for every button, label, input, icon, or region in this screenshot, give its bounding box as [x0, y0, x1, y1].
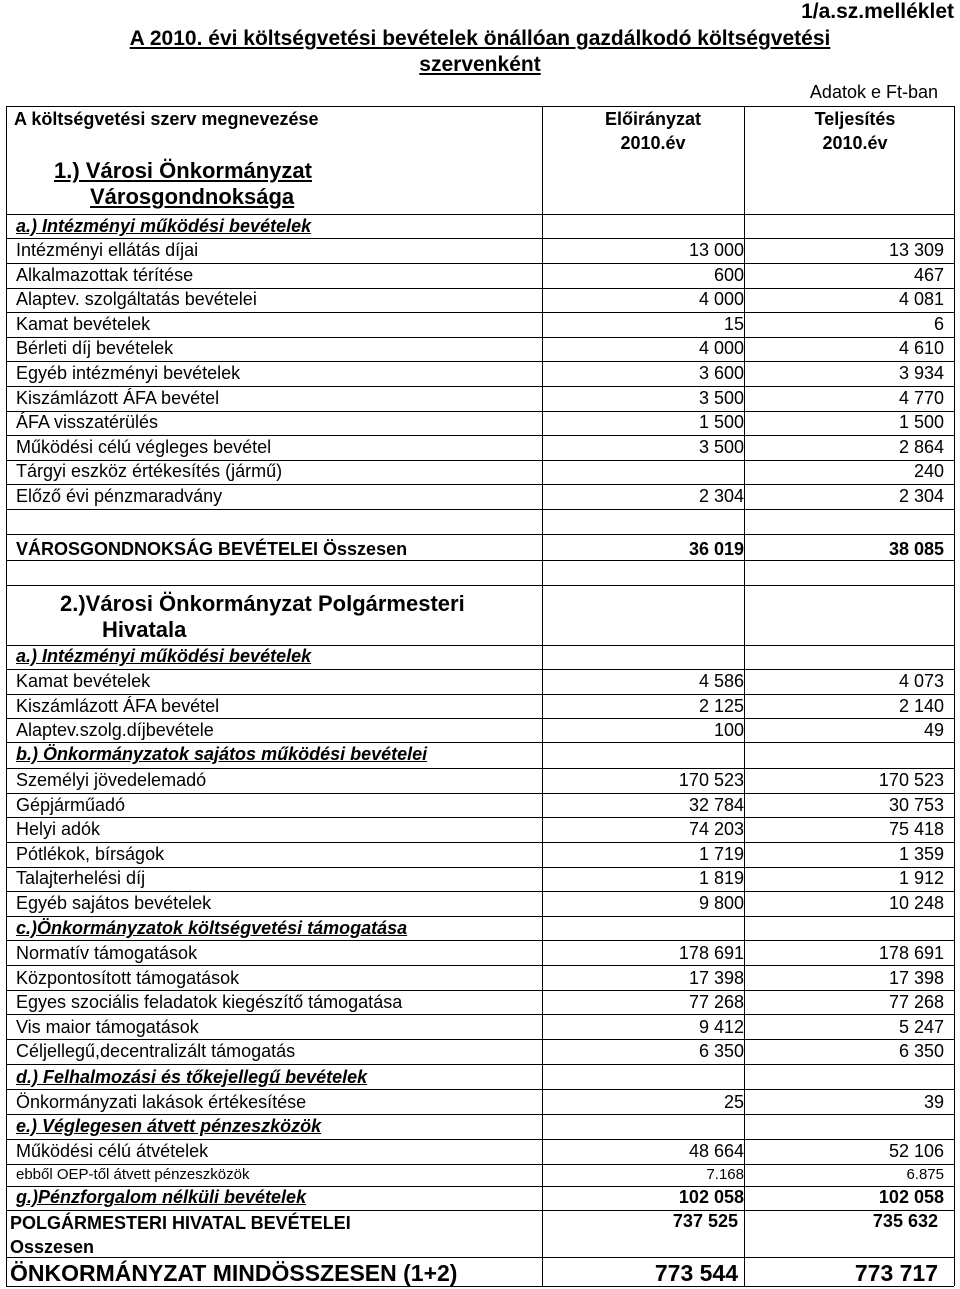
row-actual-value: 178 691: [878, 943, 944, 963]
grid-line: [6, 742, 954, 743]
row-actual-value: 3 934: [898, 363, 944, 383]
grid-line: [6, 1114, 954, 1115]
row-plan-value: 3 500: [698, 436, 744, 457]
row-plan-value: 15: [723, 313, 744, 334]
row-actual-value: 1 359: [898, 843, 944, 864]
row-label: c.)Önkormányzatok költségvetési támogatása: [16, 918, 408, 938]
grid-line: [6, 585, 954, 586]
grid-line: [6, 534, 954, 535]
row-label: VÁROSGONDNOKSÁG BEVÉTELEI Összesen: [16, 539, 408, 559]
row-label: Alkalmazottak térítése: [16, 264, 194, 285]
row-plan-value: 2 125: [698, 695, 744, 716]
grid-line: [6, 669, 954, 670]
row-actual-value: 4 770: [898, 387, 944, 408]
row-actual-value: 240: [913, 461, 944, 482]
grid-line: [744, 106, 745, 1286]
row-actual-value: 1 912: [898, 868, 944, 889]
row-plan-value: 36 019: [688, 539, 744, 559]
row-plan-value: 1 719: [698, 843, 744, 864]
row-label: Működési célú végleges bevétel: [16, 436, 272, 457]
row-label: Talajterhelési díj: [16, 868, 146, 889]
grid-line: [6, 1014, 954, 1015]
row-label: g.)Pénzforgalom nélküli bevételek: [16, 1187, 307, 1207]
grand-total-label: ÖNKORMÁNYZAT MINDÖSSZESEN (1+2): [10, 1260, 458, 1286]
row-actual-value: 2 304: [898, 486, 944, 506]
grid-line: [6, 214, 954, 215]
row-label: Egyéb intézményi bevételek: [16, 363, 241, 383]
row-plan-value: 74 203: [688, 819, 744, 840]
column-header-plan-line2: 2010.év: [620, 133, 686, 153]
grid-line: [6, 940, 954, 941]
unit1-title: [54, 158, 312, 210]
row-plan-value: 102 058: [678, 1187, 744, 1207]
row-label: Működési célú átvételek: [16, 1141, 209, 1161]
row-plan-value: 77 268: [688, 992, 744, 1013]
document-title: [0, 26, 960, 78]
row-label: Helyi adók: [16, 819, 101, 840]
row-actual-value: 2 140: [898, 695, 944, 716]
row-label: Kiszámlázott ÁFA bevétel: [16, 695, 220, 716]
row-label: Kiszámlázott ÁFA bevétel: [16, 387, 220, 408]
row-label: Egyéb sajátos bevételek: [16, 893, 212, 913]
row-actual-value: 6 350: [898, 1041, 944, 1062]
grid-line: [954, 106, 955, 1286]
row-actual-value: 4 610: [898, 338, 944, 359]
column-header-actual: [780, 107, 930, 155]
grid-line: [6, 990, 954, 991]
row-actual-value: 49: [923, 720, 944, 741]
unit2-title-line1: 2.)Városi Önkormányzat Polgármesteri: [60, 591, 465, 616]
row-actual-value: 77 268: [888, 992, 944, 1013]
row-label: Vis maior támogatások: [16, 1016, 199, 1037]
row-label: Kamat bevételek: [16, 313, 151, 334]
row-plan-value: 3 600: [698, 363, 744, 383]
unit1-title-line2: Városgondnoksága: [90, 184, 295, 209]
grid-line: [6, 1089, 954, 1090]
row-plan-value: 1 819: [698, 868, 744, 889]
row-actual-value: 5 247: [898, 1016, 944, 1037]
row-plan-value: 178 691: [678, 943, 744, 963]
row-label: Tárgyi eszköz értékesítés (jármű): [16, 461, 283, 482]
unit2-total-label-line2: Osszesen: [10, 1237, 95, 1257]
row-actual-value: 2 864: [898, 436, 944, 457]
grid-line: [6, 1164, 954, 1165]
row-plan-value: 9 412: [698, 1016, 744, 1037]
row-plan-value: 13 000: [688, 240, 744, 260]
row-label: Központosított támogatások: [16, 967, 240, 988]
row-label: Önkormányzati lakások értékesítése: [16, 1092, 307, 1112]
unit2-title-line2: Hivatala: [102, 617, 187, 642]
column-header-name: A költségvetési szerv megnevezése: [14, 109, 319, 129]
unit1-title-line1: 1.) Városi Önkormányzat: [54, 158, 312, 183]
row-actual-value: 38 085: [888, 539, 944, 559]
row-plan-value: 3 500: [698, 387, 744, 408]
row-actual-value: 75 418: [888, 819, 944, 840]
row-label: Pótlékok, bírságok: [16, 843, 165, 864]
grid-line: [6, 238, 954, 239]
row-plan-value: 7.168: [706, 1166, 744, 1183]
row-plan-value: 25: [723, 1092, 744, 1112]
grid-line: [542, 106, 543, 1286]
grid-line: [6, 106, 7, 1286]
row-plan-value: 9 800: [698, 893, 744, 913]
row-actual-value: 13 309: [888, 240, 944, 260]
row-actual-value: 4 081: [898, 289, 944, 310]
row-label: Gépjárműadó: [16, 794, 126, 815]
grand-total-actual: 773 717: [854, 1260, 938, 1286]
row-label: Személyi jövedelemadó: [16, 770, 207, 790]
grid-line: [6, 560, 954, 561]
row-plan-value: 100: [713, 720, 744, 741]
unit2-total-actual: 735 632: [872, 1211, 938, 1231]
column-header-actual-line2: 2010.év: [822, 133, 888, 153]
row-label: Normatív támogatások: [16, 943, 198, 963]
row-plan-value: 4 586: [698, 671, 744, 691]
grid-line: [6, 484, 954, 485]
unit2-total-plan: 737 525: [672, 1211, 738, 1231]
row-label: Alaptev. szolgáltatás bevételei: [16, 289, 257, 310]
row-actual-value: 10 248: [888, 893, 944, 913]
row-label: Kamat bevételek: [16, 671, 151, 691]
row-plan-value: 6 350: [698, 1041, 744, 1062]
row-plan-value: 170 523: [678, 770, 744, 790]
column-header-plan-line1: Előirányzat: [604, 109, 702, 129]
row-label: e.) Véglegesen átvett pénzeszközök: [16, 1116, 322, 1136]
grid-line: [6, 817, 954, 818]
grid-line: [6, 1139, 954, 1140]
row-label: Előző évi pénzmaradvány: [16, 486, 223, 506]
annex-label: 1/a.sz.melléklet: [801, 0, 954, 23]
grid-line: [6, 1064, 954, 1065]
grid-line: [6, 965, 954, 966]
row-label: Bérleti díj bevételek: [16, 338, 174, 359]
grid-line: [6, 361, 954, 362]
row-label: Alaptev.szolg.díjbevétele: [16, 720, 214, 741]
unit2-title: [60, 591, 465, 643]
row-actual-value: 52 106: [888, 1141, 944, 1161]
column-header-actual-line1: Teljesítés: [814, 109, 896, 129]
document-title-line2: szervenként: [419, 53, 541, 76]
row-actual-value: 30 753: [888, 794, 944, 815]
unit-note: Adatok e Ft-ban: [809, 82, 938, 102]
row-label: Céljellegű,decentralizált támogatás: [16, 1041, 296, 1062]
row-actual-value: 6.875: [906, 1166, 944, 1183]
row-actual-value: 4 073: [898, 671, 944, 691]
unit2-total-label: [10, 1211, 351, 1259]
row-plan-value: 48 664: [688, 1141, 744, 1161]
row-plan-value: 32 784: [688, 794, 744, 815]
grid-line: [6, 718, 954, 719]
row-actual-value: 102 058: [878, 1187, 944, 1207]
grid-line: [6, 509, 954, 510]
row-plan-value: 4 000: [698, 338, 744, 359]
row-label: Intézményi ellátás díjai: [16, 240, 199, 260]
column-header-plan: [578, 107, 728, 155]
document-title-line1: A 2010. évi költségvetési bevételek önállóan gazdálkodó költségvetési: [129, 27, 831, 50]
grid-line: [6, 891, 954, 892]
grand-total-plan: 773 544: [654, 1260, 738, 1286]
row-label: Egyes szociális feladatok kiegészítő támogatása: [16, 992, 403, 1013]
row-plan-value: 600: [713, 264, 744, 285]
row-label: b.) Önkormányzatok sajátos működési bevételei: [16, 744, 428, 764]
row-label: a.) Intézményi működési bevételek: [16, 216, 312, 236]
row-plan-value: 1 500: [698, 412, 744, 433]
row-label: a.) Intézményi működési bevételek: [16, 646, 312, 666]
row-actual-value: 39: [923, 1092, 944, 1112]
grid-line: [6, 1039, 954, 1040]
row-label: ebből OEP-től átvett pénzeszközök: [16, 1166, 250, 1183]
row-label: d.) Felhalmozási és tőkejellegű bevételek: [16, 1067, 368, 1087]
row-actual-value: 1 500: [898, 412, 944, 433]
row-actual-value: 6: [933, 313, 944, 334]
grid-line: [6, 768, 954, 769]
row-actual-value: 17 398: [888, 967, 944, 988]
row-label: ÁFA visszatérülés: [16, 412, 159, 433]
row-plan-value: 2 304: [698, 486, 744, 506]
unit2-total-label-line1: POLGÁRMESTERI HIVATAL BEVÉTELEI: [10, 1213, 351, 1233]
row-plan-value: 4 000: [698, 289, 744, 310]
grid-line: [6, 916, 954, 917]
row-actual-value: 170 523: [878, 770, 944, 790]
row-plan-value: 17 398: [688, 967, 744, 988]
row-actual-value: 467: [913, 264, 944, 285]
